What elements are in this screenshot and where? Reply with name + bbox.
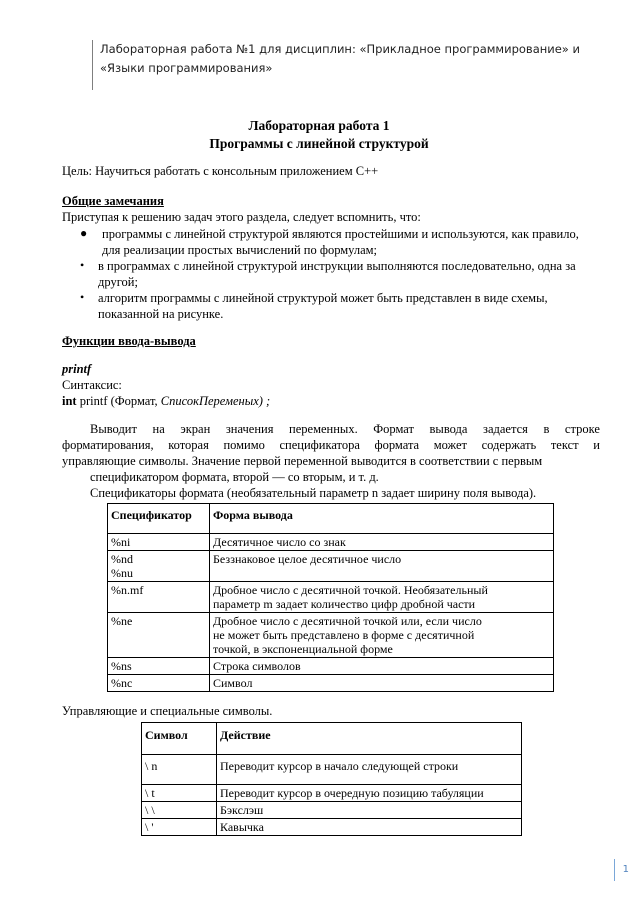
symbol-cell: \ t xyxy=(142,785,217,802)
word: которая xyxy=(168,438,209,452)
table-row xyxy=(108,658,554,675)
word: строке xyxy=(564,422,600,436)
desc-line: Дробное число с десятичной точкой или, если число xyxy=(213,614,482,628)
bullet-2-line-2: другой; xyxy=(98,275,138,289)
doc-title: Лабораторная работа 1 xyxy=(248,118,390,133)
action-cell: Переводит курсор в начало следующей строки xyxy=(217,755,522,785)
syntax-label: Синтаксис: xyxy=(62,378,122,392)
action-cell: Бэкслэш xyxy=(217,802,522,819)
desc-cell xyxy=(210,613,554,658)
bullet-3-line-2: показанной на рисунке. xyxy=(98,307,224,321)
spec-line: %nd xyxy=(111,552,133,566)
spec-cell: %ns xyxy=(108,658,210,675)
table-header-row xyxy=(108,504,554,534)
table-row xyxy=(108,675,554,692)
word: форматирования, xyxy=(62,438,154,452)
doc-subtitle: Программы с линейной структурой xyxy=(209,136,429,151)
control-caption: Управляющие и специальные символы. xyxy=(62,704,273,718)
syntax-line xyxy=(62,393,270,409)
para1-line-4: спецификатором формата, второй — со вторым, и т. д. xyxy=(90,470,379,484)
desc-cell: Строка символов xyxy=(210,658,554,675)
desc-line: параметр m задает количество цифр дробной части xyxy=(213,597,476,611)
word: экран xyxy=(180,422,211,436)
word: Выводит xyxy=(90,422,137,436)
page-header xyxy=(92,40,580,90)
table-header-row xyxy=(142,723,522,755)
header-cell: Спецификатор xyxy=(108,504,210,534)
word: может xyxy=(433,438,468,452)
para1-line-1 xyxy=(90,421,600,437)
word: значения xyxy=(225,422,274,436)
table-row xyxy=(142,802,522,819)
table-row xyxy=(142,785,522,802)
word: текст xyxy=(550,438,579,452)
table-row xyxy=(142,755,522,785)
bullet-3-line-1: алгоритм программы с линейной структурой может быть представлен в виде схемы, xyxy=(98,291,548,305)
desc-cell: Беззнаковое целое десятичное число xyxy=(210,551,554,582)
bullet-icon: ● xyxy=(80,226,88,240)
header-line-2: «Языки программирования» xyxy=(100,61,273,75)
header-line-1: Лабораторная работа №1 для дисциплин: «Прикладное программирование» и xyxy=(100,42,580,56)
para1-line-3: управляющие символы. Значение первой переменной выводится в соответствии с первым xyxy=(62,454,543,468)
word: формата xyxy=(374,438,420,452)
bullet-icon: • xyxy=(80,290,85,304)
syntax-keyword: int xyxy=(62,394,77,408)
bullet-1-line-2: для реализации простых вычислений по формулам; xyxy=(102,243,378,257)
word: и xyxy=(593,438,600,452)
io-heading: Функции ввода-вывода xyxy=(62,334,196,348)
word: содержать xyxy=(481,438,537,452)
function-name: printf xyxy=(62,362,92,376)
word: спецификатора xyxy=(279,438,360,452)
bullet-2-line-1: в программах с линейной структурой инструкции выполняются последовательно, одна за xyxy=(98,259,576,273)
table-row xyxy=(108,582,554,613)
spec-cell xyxy=(108,551,210,582)
spec-cell: %nc xyxy=(108,675,210,692)
word: Формат xyxy=(373,422,414,436)
word: задается xyxy=(483,422,528,436)
word: помимо xyxy=(223,438,265,452)
desc-line: не может быть представлено в форме с десятичной xyxy=(213,628,475,642)
bullet-1-line-1: программы с линейной структурой являются простейшими и используются, как правило, xyxy=(102,227,579,241)
goal-text: Цель: Научиться работать с консольным приложением С++ xyxy=(62,164,379,178)
desc-cell: Символ xyxy=(210,675,554,692)
general-heading: Общие замечания xyxy=(62,194,164,208)
spec-cell: %ne xyxy=(108,613,210,658)
action-cell: Кавычка xyxy=(217,819,522,836)
control-symbols-table xyxy=(141,722,522,836)
para2: Спецификаторы формата (необязательный параметр n задает ширину поля вывода). xyxy=(90,486,537,500)
bullet-icon: • xyxy=(80,258,85,272)
table-row xyxy=(108,551,554,582)
spec-cell: %ni xyxy=(108,534,210,551)
syntax-args: СписокПеременых) ; xyxy=(160,394,271,408)
symbol-cell: \ n xyxy=(142,755,217,785)
table-row xyxy=(108,534,554,551)
page-number: 1 xyxy=(614,859,629,881)
specifier-table xyxy=(107,503,554,692)
desc-cell: Десятичное число со знак xyxy=(210,534,554,551)
desc-line: Дробное число с десятичной точкой. Необязательный xyxy=(213,583,488,597)
general-intro: Приступая к решению задач этого раздела, следует вспомнить, что: xyxy=(62,210,421,224)
word: на xyxy=(152,422,165,436)
symbol-cell: \ \ xyxy=(142,802,217,819)
syntax-call: printf (Формат, xyxy=(76,394,161,408)
header-cell: Форма вывода xyxy=(210,504,554,534)
table-row xyxy=(108,613,554,658)
spec-line: %nu xyxy=(111,566,133,580)
header-cell: Действие xyxy=(217,723,522,755)
word: вывода xyxy=(429,422,468,436)
header-cell: Символ xyxy=(142,723,217,755)
word: переменных. xyxy=(289,422,358,436)
desc-cell xyxy=(210,582,554,613)
action-cell: Переводит курсор в очередную позицию табуляции xyxy=(217,785,522,802)
table-row xyxy=(142,819,522,836)
para1-line-2 xyxy=(62,437,600,453)
symbol-cell: \ ' xyxy=(142,819,217,836)
word: в xyxy=(543,422,550,436)
spec-cell: %n.mf xyxy=(108,582,210,613)
desc-line: точкой, в экспоненциальной форме xyxy=(213,642,393,656)
